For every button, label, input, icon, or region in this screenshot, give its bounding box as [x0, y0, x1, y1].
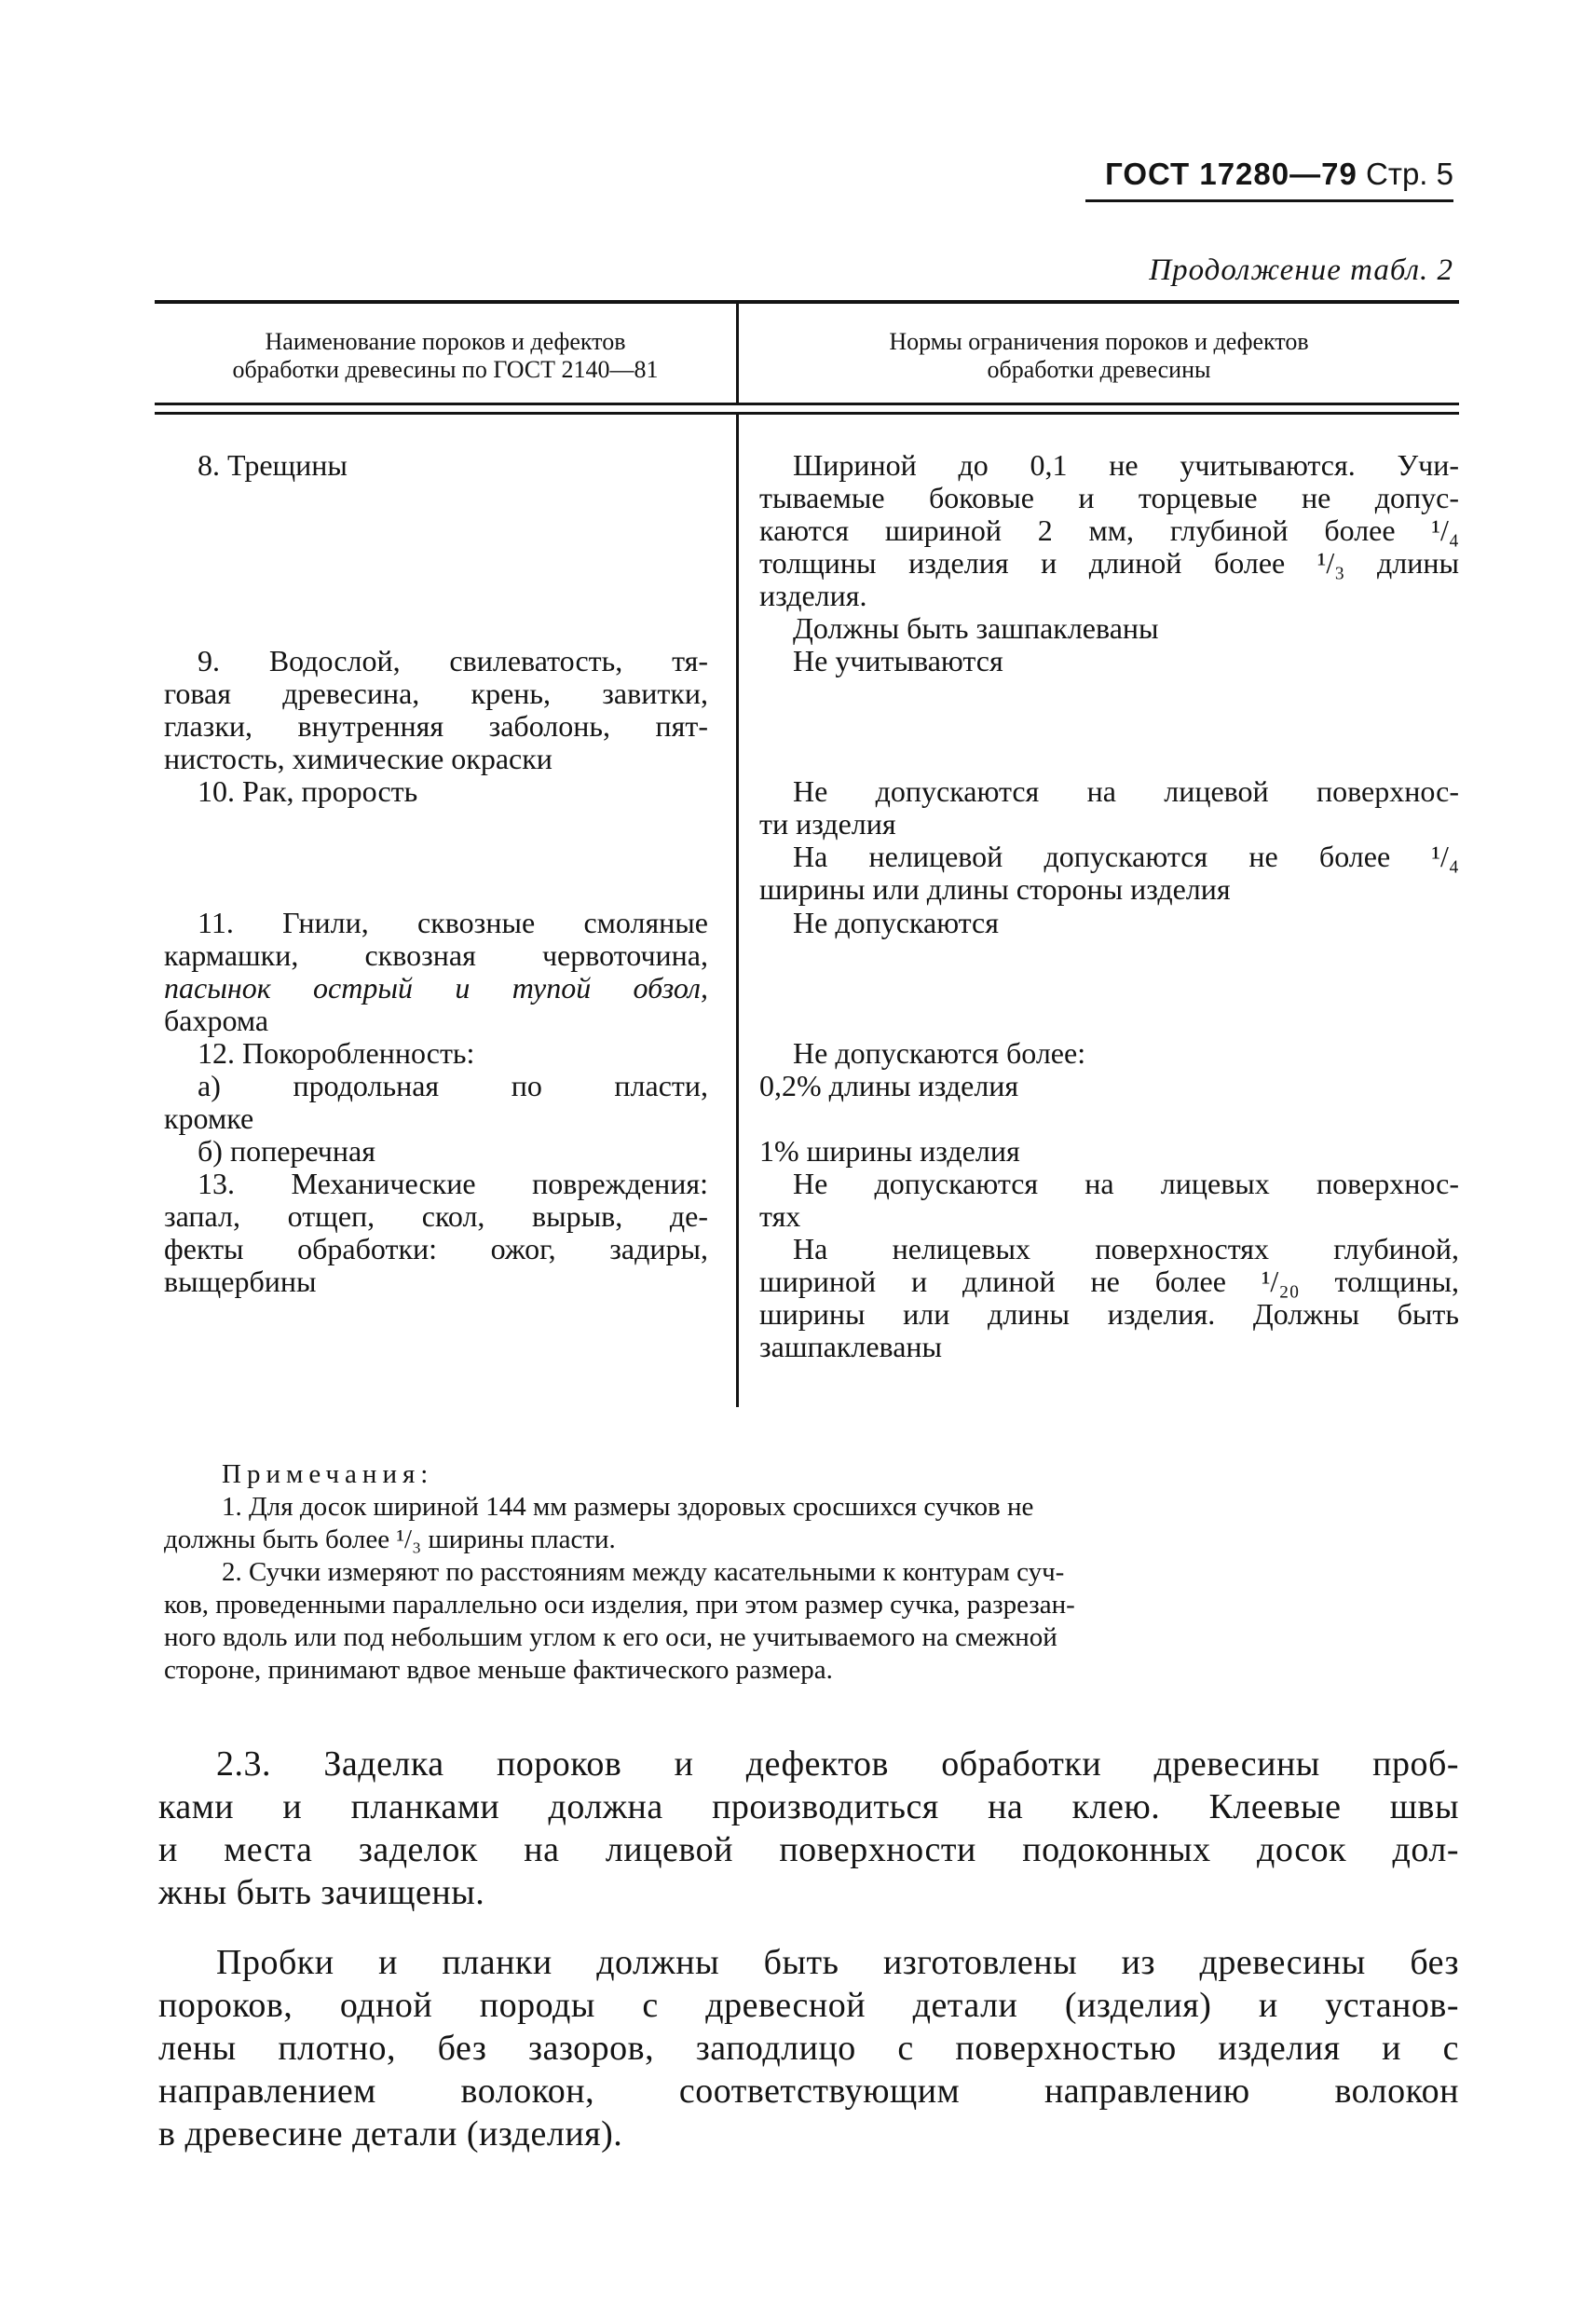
table-column-divider [736, 415, 739, 1407]
table-cell-norm: Не учитываются [793, 644, 1003, 677]
header-rule [1085, 199, 1453, 202]
table-cell-defect: 11. Гнили, сквозные смоляные кармашки, сквозная червоточина, пасынок острый и тупой обзол, бахрома [164, 906, 708, 1037]
table-cell-defect: 12. Покоробленность: а) продольная по пласти, кромке [164, 1036, 708, 1135]
table-cell-norm: Шириной до 0,1 не учитываются. Учи- тываемые боковые и торцевые не допус- каются шириной 2 мм, глубиной более ¹/₄ толщины изделия и длиной более ¹/₃ длины изделия. [759, 448, 1459, 612]
table-cell-norm: На нелицевых поверхностях глубиной, шириной и длиной не более ¹/₂₀ толщины, ширины или длины изделия. Должны быть зашпаклеваны [759, 1232, 1459, 1363]
table-cell-norm: Должны быть зашпаклеваны [793, 611, 1159, 645]
table-cell-defect: 9. Водослой, свилеватость, тя- говая древесина, крень, завитки, глазки, внутренняя заболонь, пят- нистость, химические окраски [164, 644, 708, 775]
table-cell-norm: Не допускаются более: 0,2% длины изделия [759, 1036, 1086, 1102]
page-header [1071, 157, 1453, 192]
table-cell-norm: Не допускаются на лицевых поверхнос- тях [759, 1167, 1459, 1233]
table-cell-norm: Не допускаются на лицевой поверхнос- ти изделия [759, 774, 1459, 841]
standard-number: ГОСТ 17280—79 [1105, 157, 1357, 191]
table-header-rule-double [155, 412, 1459, 415]
plugs-and-strips-paragraph: Пробки и планки должны быть изготовлены из древесины без пороков, одной породы с древесной детали (изделия) и установ- лены плотно, без зазоров, заподлицо с поверхностью изделия и с направлением волокон, соответствующим направлению волокон в древесине детали (изделия). [158, 1943, 1459, 2154]
table-cell-defect: 10. Рак, прорость [198, 774, 418, 808]
note-item: 1. Для досок шириной 144 мм размеры здоровых сросшихся сучков не должны быть более ¹/₃ ширины пласти. [164, 1492, 1034, 1554]
table-cell-defect: б) поперечная [198, 1134, 375, 1168]
note-item: 2. Сучки измеряют по расстояниям между касательными к контурам суч- ков, проведенными параллельно оси изделия, при этом размер сучка, разрезан- ного вдоль или под небольшим углом к его оси, не учитываемого на смежной стороне, принимают вдвое меньше фактического размера. [164, 1557, 1075, 1685]
table-header-limit-norms: Нормы ограничения пороков и дефектов обработки древесины [889, 328, 1309, 383]
table-header-rule [155, 403, 1459, 405]
table-cell-norm: Не допускаются [793, 906, 999, 939]
table-top-rule [155, 300, 1459, 304]
table-cell-norm: На нелицевой допускаются не более ¹/₄ ширины или длины стороны изделия [759, 840, 1459, 906]
table-cell-norm: 1% ширины изделия [759, 1134, 1020, 1168]
table-header-defect-name: Наименование пороков и дефектов обработки древесины по ГОСТ 2140—81 [232, 328, 659, 383]
page-number: Стр. 5 [1366, 157, 1453, 191]
table-continuation-label: Продолжение табл. 2 [1149, 253, 1453, 287]
notes-title: Примечания: [222, 1459, 434, 1489]
section-2-3-paragraph: 2.3. Заделка пороков и дефектов обработки древесины проб- ками и планками должна производиться на клею. Клеевые швы и места заделок на лицевой поверхности подоконных досок дол- жны быть зачищены. [158, 1744, 1459, 1912]
table-notes [164, 1458, 1459, 1687]
table-cell-defect: 8. Трещины [198, 448, 348, 482]
table-cell-defect: 13. Механические повреждения: запал, отщеп, скол, вырыв, де- фекты обработки: ожог, задиры, выщербины [164, 1167, 708, 1298]
